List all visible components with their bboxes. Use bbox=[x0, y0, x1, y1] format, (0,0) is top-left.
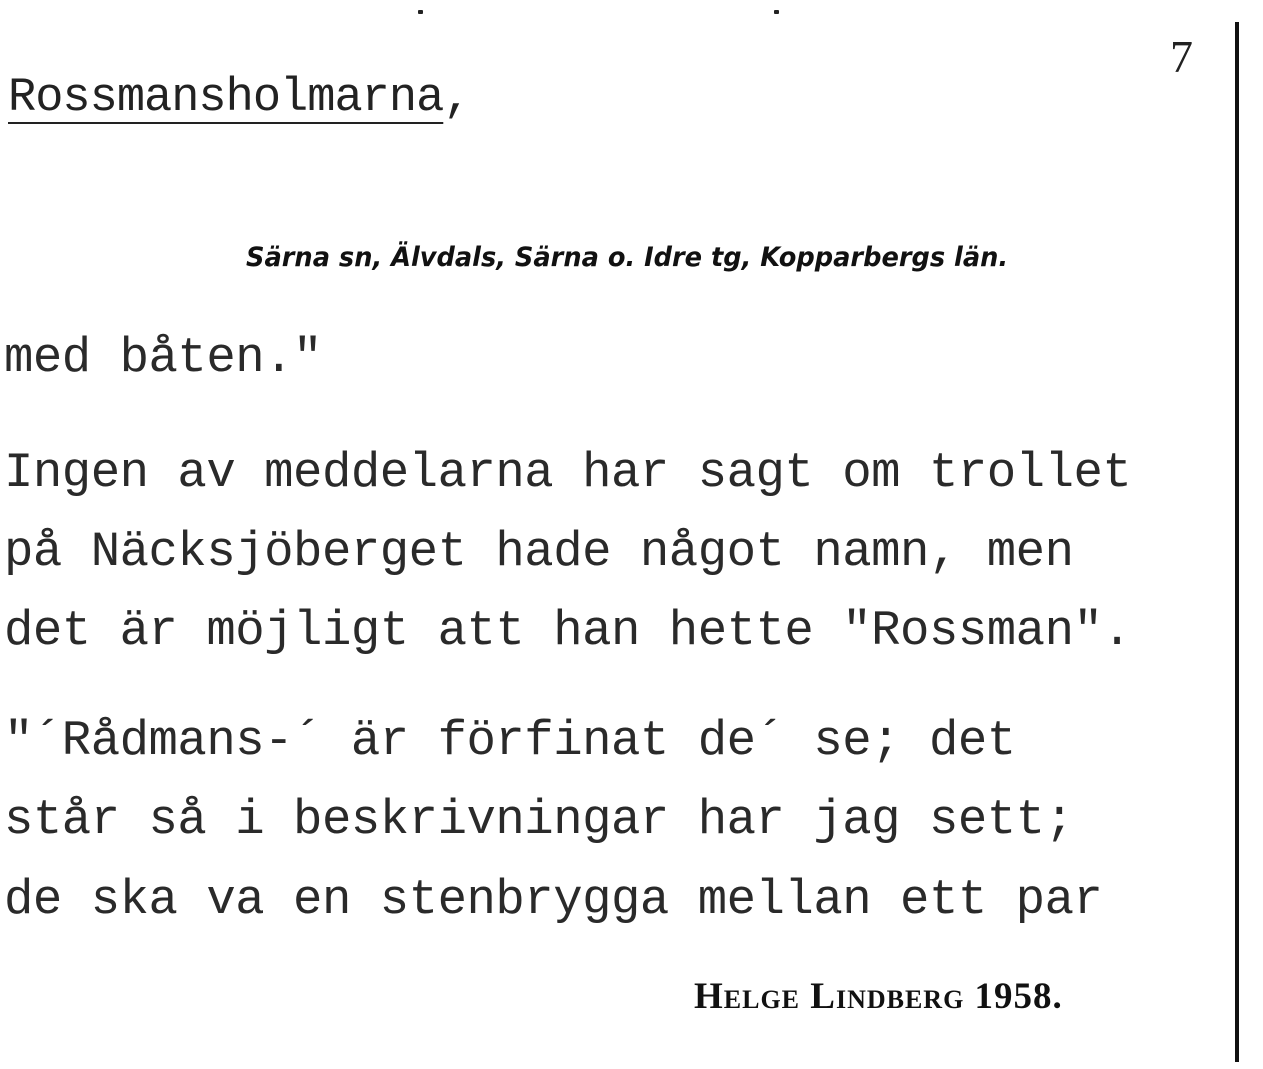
typed-line-1: med båten." bbox=[4, 330, 322, 386]
heading-punctuation: , bbox=[443, 72, 471, 125]
ink-speck bbox=[774, 10, 779, 14]
location-line: Särna sn, Älvdals, Särna o. Idre tg, Kopparbergs län. bbox=[246, 242, 1009, 273]
card-edge-line bbox=[1235, 22, 1239, 1062]
collector-signature: Helge Lindberg 1958. bbox=[694, 976, 1063, 1017]
typed-line-4: det är möjligt att han hette "Rossman". bbox=[4, 603, 1132, 659]
typed-line-3: på Näcksjöberget hade något namn, men bbox=[4, 524, 1074, 580]
page-number: 7 bbox=[1170, 31, 1193, 82]
typed-line-5: "´Rådmans-´ är förfinat de´ se; det bbox=[4, 713, 1016, 769]
typed-line-2: Ingen av meddelarna har sagt om trollet bbox=[4, 445, 1132, 501]
typed-line-7: de ska va en stenbrygga mellan ett par bbox=[4, 872, 1103, 928]
heading-title: Rossmansholmarna bbox=[8, 72, 444, 125]
card-heading bbox=[8, 72, 471, 125]
ink-speck bbox=[418, 10, 423, 14]
typed-line-6: står så i beskrivningar har jag sett; bbox=[4, 792, 1074, 848]
